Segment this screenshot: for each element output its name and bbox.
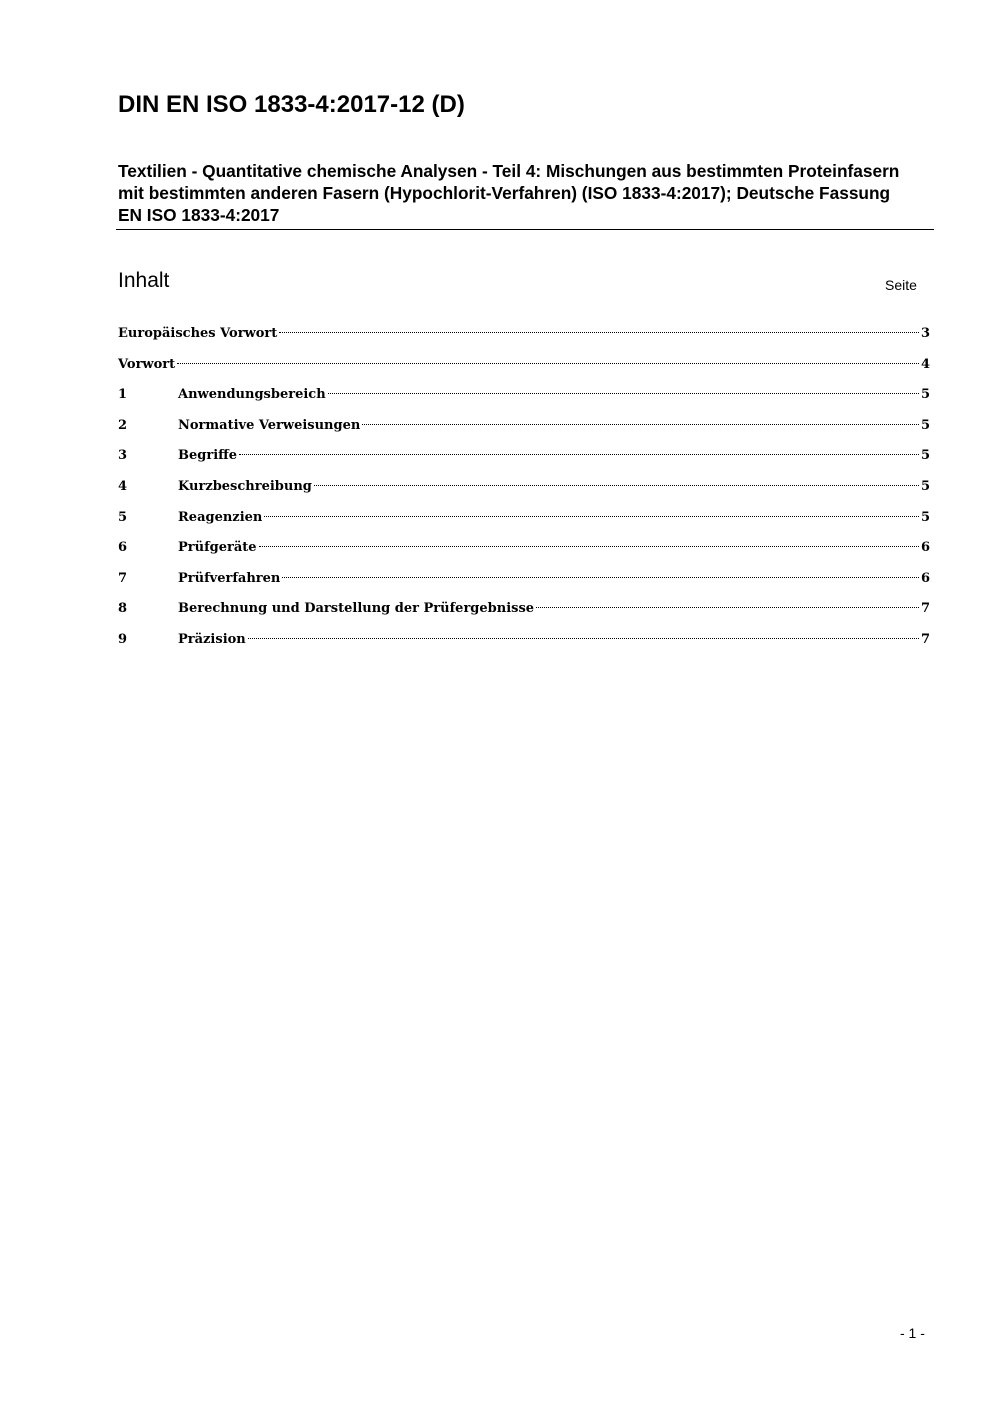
toc-dot-leader: [264, 516, 919, 517]
toc-entry-berechnung[interactable]: [118, 599, 930, 630]
toc-entry-pruefgeraete[interactable]: [118, 538, 930, 569]
toc-entry-label: Anwendungsbereich: [178, 387, 326, 403]
document-number: DIN EN ISO 1833-4:2017-12 (D): [118, 91, 465, 118]
toc-dot-leader: [177, 363, 919, 364]
toc-dot-leader: [282, 577, 919, 578]
toc-entry-label: Berechnung und Darstellung der Prüfergebnisse: [178, 601, 535, 617]
table-of-contents: [118, 324, 930, 661]
document-title: Textilien - Quantitative chemische Analysen - Teil 4: Mischungen aus bestimmten Proteinfasern mit bestimmten anderen Fasern (Hypochlorit-Verfahren) (ISO 1833-4:2017); Deutsche Fassung EN ISO 1833-4:2017: [118, 161, 900, 225]
toc-entry-page: 5: [920, 387, 930, 403]
toc-entry-normative-verweisungen[interactable]: [118, 416, 930, 447]
toc-entry-label: Präzision: [178, 631, 246, 647]
toc-entry-page: 6: [920, 570, 930, 586]
toc-entry-label: Prüfverfahren: [178, 570, 281, 586]
toc-dot-leader: [328, 393, 919, 394]
page-number: - 1 -: [900, 1325, 925, 1341]
toc-entry-reagenzien[interactable]: [118, 508, 930, 539]
toc-entry-page: 7: [920, 601, 930, 617]
toc-entry-label: Europäisches Vorwort: [118, 326, 278, 341]
toc-entry-page: 5: [920, 417, 930, 433]
toc-entry-page: 5: [920, 448, 930, 464]
title-divider: [116, 229, 934, 230]
toc-entry-pruefverfahren[interactable]: [118, 569, 930, 600]
toc-entry-number: 8: [118, 601, 128, 617]
toc-heading: Inhalt: [118, 269, 170, 292]
toc-entry-number: 2: [118, 417, 128, 433]
toc-dot-leader: [279, 332, 919, 333]
toc-dot-leader: [239, 454, 919, 455]
toc-entry-number: 4: [118, 478, 128, 494]
toc-entry-number: 5: [118, 509, 128, 525]
toc-entry-number: 9: [118, 631, 128, 647]
toc-dot-leader: [362, 424, 919, 425]
toc-entry-page: 5: [920, 478, 930, 494]
toc-entry-europaeisches-vorwort[interactable]: [118, 324, 930, 355]
toc-entry-begriffe[interactable]: [118, 446, 930, 477]
toc-dot-leader: [314, 485, 919, 486]
toc-entry-kurzbeschreibung[interactable]: [118, 477, 930, 508]
toc-entry-label: Prüfgeräte: [178, 540, 257, 556]
toc-entry-anwendungsbereich[interactable]: [118, 385, 930, 416]
toc-entry-praezision[interactable]: [118, 630, 930, 661]
toc-entry-label: Normative Verweisungen: [178, 417, 361, 433]
toc-entry-number: 7: [118, 570, 128, 586]
toc-dot-leader: [536, 607, 919, 608]
toc-entry-page: 7: [920, 631, 930, 647]
toc-dot-leader: [248, 638, 919, 639]
toc-entry-page: 3: [920, 326, 930, 341]
toc-dot-leader: [259, 546, 919, 547]
toc-page-column-label: Seite: [885, 277, 917, 293]
toc-entry-number: 1: [118, 387, 128, 403]
toc-entry-label: Kurzbeschreibung: [178, 478, 312, 494]
toc-entry-page: 4: [920, 356, 930, 372]
toc-entry-label: Begriffe: [178, 448, 238, 464]
toc-entry-vorwort[interactable]: [118, 355, 930, 386]
toc-entry-page: 6: [920, 540, 930, 556]
toc-entry-page: 5: [920, 509, 930, 525]
toc-entry-label: Vorwort: [118, 356, 176, 372]
toc-entry-number: 3: [118, 448, 128, 464]
toc-entry-label: Reagenzien: [178, 509, 263, 525]
toc-entry-number: 6: [118, 540, 128, 556]
